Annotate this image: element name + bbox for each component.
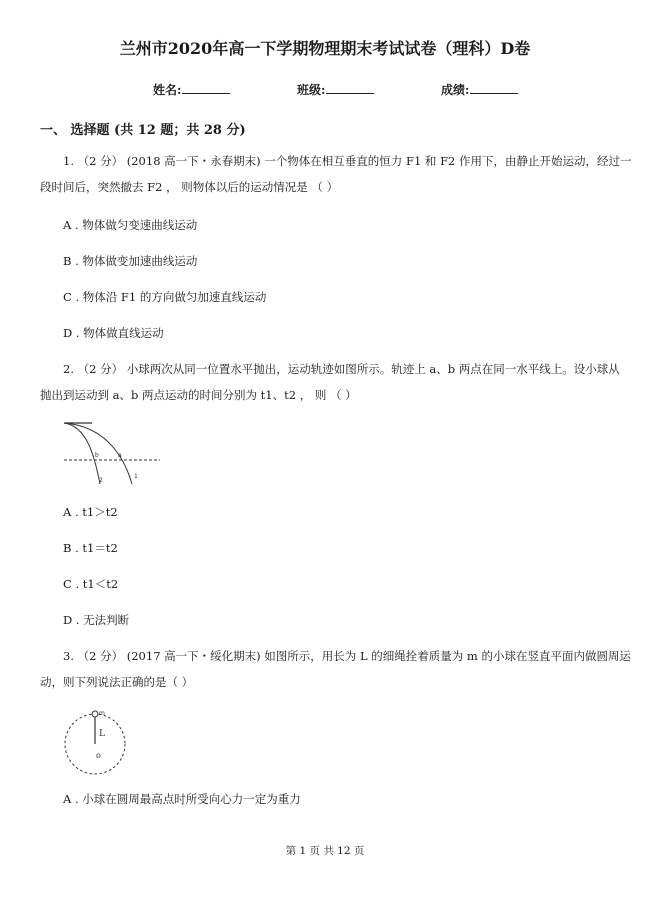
- length-label: L: [99, 729, 105, 739]
- curve-2-label: 2: [99, 477, 103, 484]
- q1-option-b[interactable]: B . 物体做变加速曲线运动: [63, 254, 198, 268]
- trajectory-figure: [58, 418, 164, 492]
- q1-option-d[interactable]: D . 物体做直线运动: [63, 326, 164, 340]
- q1-option-c[interactable]: C . 物体沿 F1 的方向做匀加速直线运动: [63, 290, 267, 304]
- curve-1-label: 1: [134, 473, 138, 480]
- q1-line1: 1. （2 分） (2018 高一下・永春期末) 一个物体在相互垂直的恒力 F1 和 F2 作用下，由静止开始运动，经过一: [63, 154, 632, 168]
- name-field[interactable]: [153, 81, 230, 98]
- point-b-label: b: [95, 452, 99, 459]
- q1-line2: 段时间后，突然撤去 F2 ， 则物体以后的运动情况是 （ ）: [40, 180, 339, 194]
- q2-option-d[interactable]: D . 无法判断: [63, 613, 130, 627]
- center-label: o: [96, 751, 101, 760]
- q2-option-b[interactable]: B . t1＝t2: [63, 541, 118, 555]
- point-a-label: a: [118, 452, 122, 459]
- q3-line1: 3. （2 分） (2017 高一下・绥化期末) 如图所示，用长为 L 的细绳拴着质量为 m 的小球在竖直平面内做圆周运: [63, 649, 631, 663]
- q3-option-a[interactable]: A . 小球在圆周最高点时所受向心力一定为重力: [63, 792, 301, 806]
- score-label: 成绩:: [441, 83, 470, 97]
- q2-option-c[interactable]: C . t1＜t2: [63, 577, 119, 591]
- q2-line1: 2. （2 分） 小球两次从同一位置水平抛出，运动轨迹如图所示。轨迹上 a、b 两点在同一水平线上。设小球从: [63, 362, 620, 376]
- ball-icon: [92, 711, 98, 717]
- page-footer: 第 1 页 共 12 页: [285, 845, 365, 857]
- section-heading: 一、 选择题 (共 12 题；共 28 分): [40, 123, 246, 138]
- score-blank[interactable]: [470, 81, 518, 94]
- svg-text:m: m: [99, 710, 105, 717]
- q2-option-a[interactable]: A . t1＞t2: [63, 505, 118, 519]
- name-label: 姓名:: [153, 83, 182, 97]
- page-title: 兰州市2020年高一下学期物理期末考试试卷（理科）D卷: [119, 39, 531, 58]
- q1-option-a[interactable]: A . 物体做匀变速曲线运动: [63, 218, 198, 232]
- name-blank[interactable]: [182, 81, 230, 94]
- circle-motion-figure: [58, 704, 130, 778]
- class-field[interactable]: [297, 81, 374, 98]
- q2-line2: 抛出到运动到 a、b 两点运动的时间分别为 t1、t2 ， 则 （ ）: [40, 388, 357, 402]
- class-label: 班级:: [297, 83, 326, 97]
- score-field[interactable]: [441, 81, 518, 98]
- class-blank[interactable]: [326, 81, 374, 94]
- q3-line2: 动，则下列说法正确的是（ ）: [40, 675, 194, 689]
